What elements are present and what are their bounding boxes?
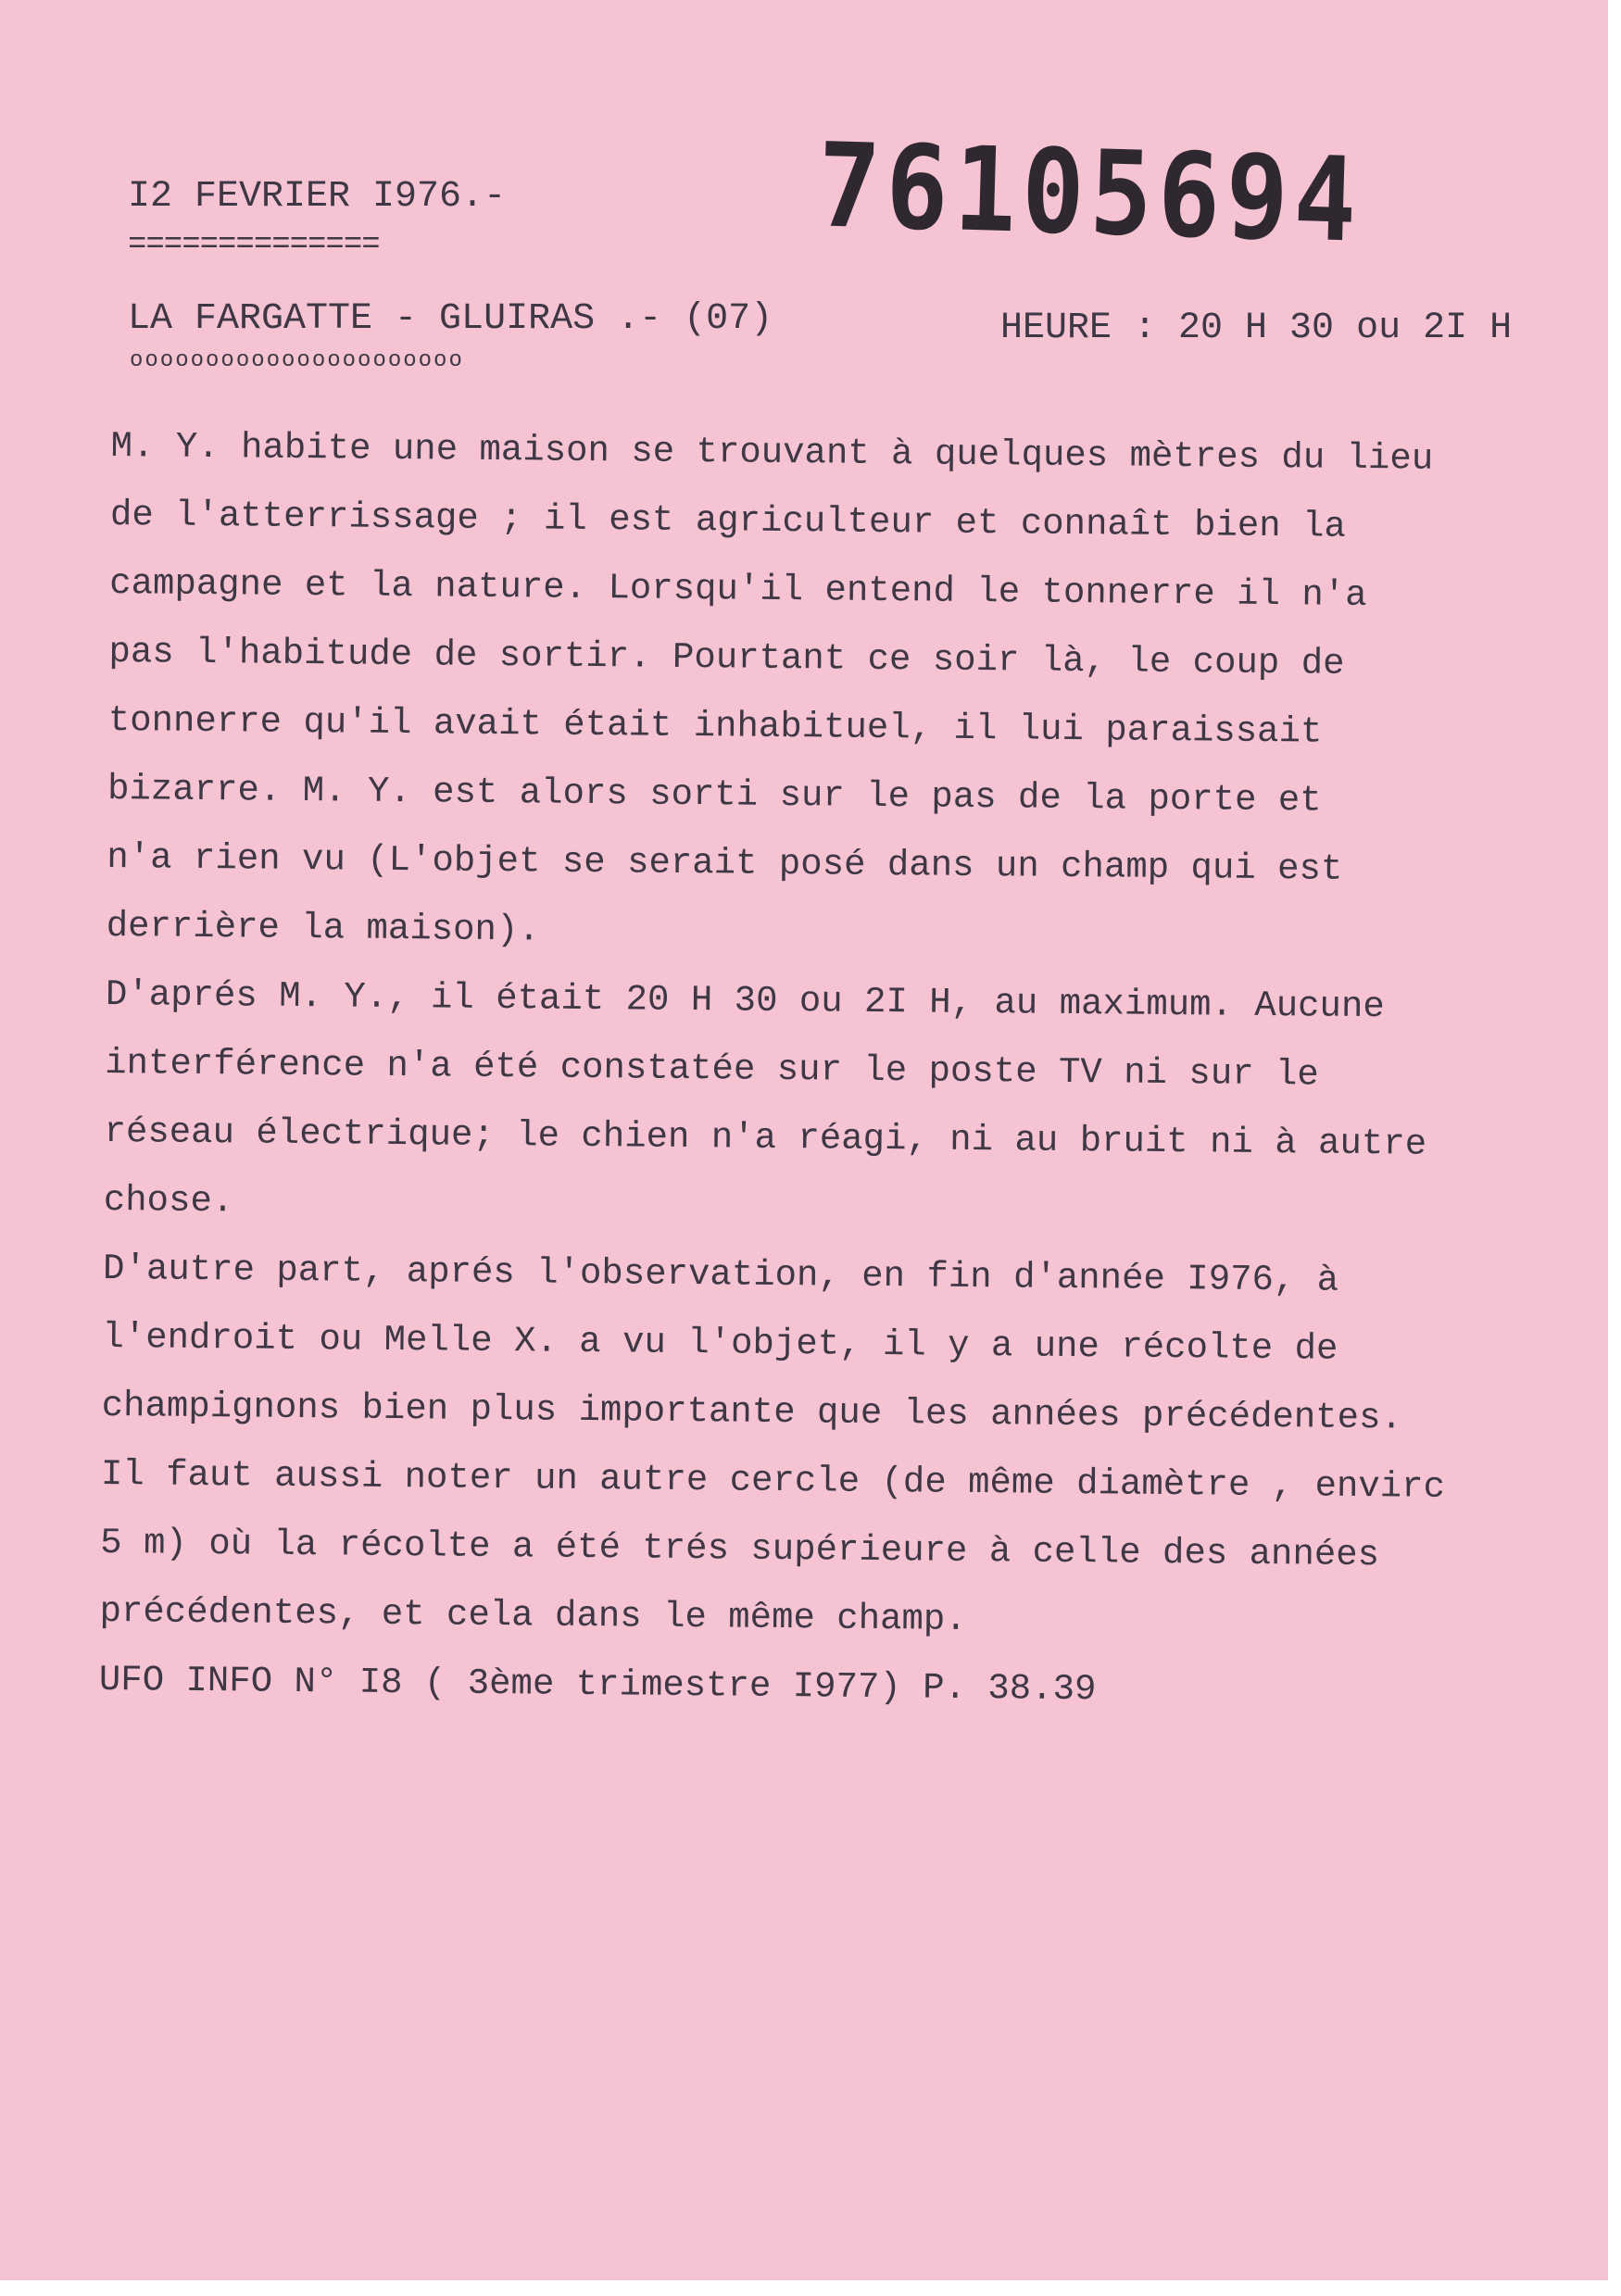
body-line: champignons bien plus importante que les années précédentes. (101, 1385, 1403, 1439)
body-line: Il faut aussi noter un autre cercle (de même diamètre , envirc (100, 1453, 1446, 1508)
body-line: D'autre part, aprés l'observation, en fin d'année I976, à (102, 1248, 1339, 1301)
scan-edge-bottom (0, 2280, 1621, 2296)
scan-edge-right (1608, 0, 1621, 2296)
body-line: D'aprés M. Y., il était 20 H 30 ou 2I H, au maximum. Aucune (105, 973, 1385, 1028)
report-date: I2 FEVRIER I976.- (128, 176, 507, 218)
stamped-reference-number: 76105694 (815, 119, 1364, 269)
report-location: LA FARGATTE - GLUIRAS .- (07) (128, 298, 773, 340)
source-reference: UFO INFO N° I8 ( 3ème trimestre I977) P. 38.39 (98, 1659, 1097, 1711)
body-line: chose. (103, 1179, 234, 1223)
report-body (99, 412, 1612, 1728)
body-line: bizarre. M. Y. est alors sorti sur le pas de la porte et (107, 768, 1322, 822)
body-line: M. Y. habite une maison se trouvant à quelques mètres du lieu (110, 425, 1434, 480)
body-line: derrière la maison). (106, 905, 540, 951)
body-line: campagne et la nature. Lorsqu'il entend le tonnerre il n'a (109, 562, 1367, 617)
report-time: HEURE : 20 H 30 ou 2I H (1000, 307, 1513, 349)
body-line: interférence n'a été constatée sur le poste TV ni sur le (105, 1042, 1320, 1096)
body-line: précédentes, et cela dans le même champ. (99, 1590, 967, 1640)
body-line: 5 m) où la récolte a été trés supérieure à celle des années (100, 1522, 1380, 1576)
body-line: pas l'habitude de sortir. Pourtant ce soir là, le coup de (108, 631, 1345, 684)
body-line: tonnerre qu'il avait était inhabituel, il lui paraissait (107, 699, 1323, 753)
body-line: n'a rien vu (L'objet se serait posé dans un champ qui est (107, 836, 1343, 890)
date-underline: ============== (128, 228, 380, 263)
location-underline: oooooooooooooooooooooo (130, 348, 464, 373)
body-line: l'endroit ou Melle X. a vu l'objet, il y a une récolte de (102, 1316, 1338, 1370)
body-line: de l'atterrissage ; il est agriculteur et connaît bien la (109, 494, 1347, 547)
body-line: réseau électrique; le chien n'a réagi, ni au bruit ni à autre (104, 1110, 1427, 1165)
